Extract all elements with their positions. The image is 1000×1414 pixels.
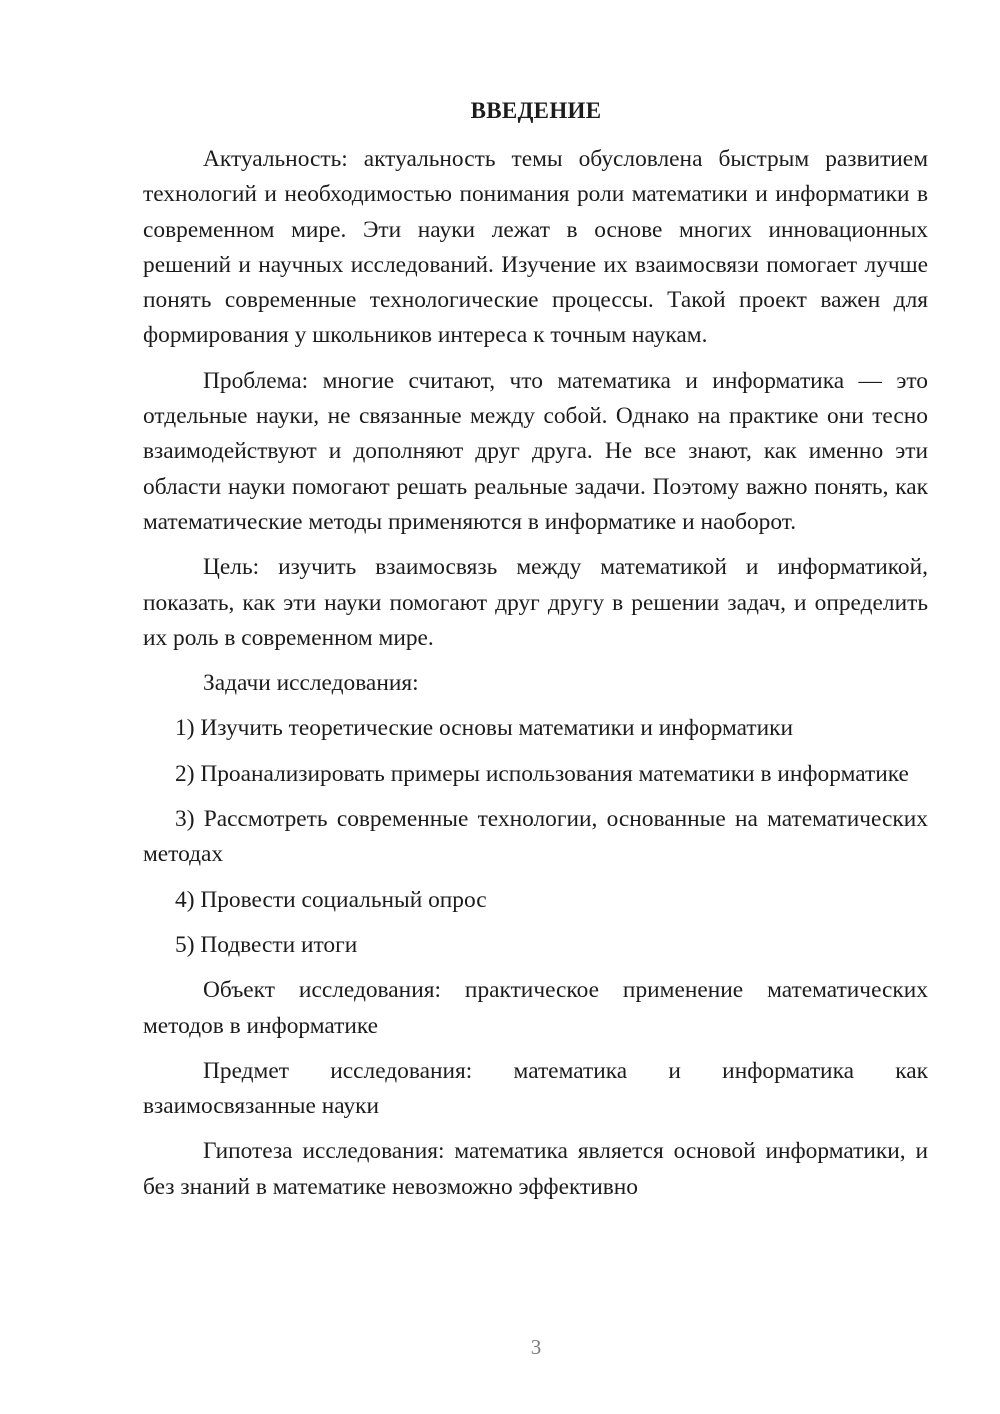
task-item-2: 2) Проанализировать примеры использования математики в информатике <box>175 760 909 787</box>
paragraph-object: Объект исследования: практическое применение математических методов в информатике <box>143 977 928 1039</box>
paragraph-goal: Цель: изучить взаимосвязь между математикой и информатикой, показать, как эти науки помогают друг другу в решении задач, и определить их роль в современном мире. <box>143 554 928 651</box>
paragraph-tasks-heading: Задачи исследования: <box>203 670 419 697</box>
section-heading: ВВЕДЕНИЕ <box>470 98 602 123</box>
paragraph-problem: Проблема: многие считают, что математика и информатика — это отдельные науки, не связанные между собой. Однако на практике они тесно взаимодействуют и дополняют друг друга. Не все знают, как именно эти области науки помогают решать реальные задачи. Поэтому важно понять, как математические методы применяются в информатике и наоборот. <box>143 367 928 535</box>
paragraph-subject: Предмет исследования: математика и информатика как взаимосвязанные науки <box>143 1057 928 1120</box>
task-item-4: 4) Провести социальный опрос <box>175 886 487 913</box>
task-item-1: 1) Изучить теоретические основы математики и информатики <box>175 715 794 742</box>
task-item-3: 3) Рассмотреть современные технологии, основанные на математических методах <box>143 806 928 868</box>
page-number: 3 <box>530 1335 542 1359</box>
paragraph-relevance: Актуальность: актуальность темы обусловлена быстрым развитием технологий и необходимостью понимания роли математики и информатики в современном мире. Эти науки лежат в основе многих инновационных решений и научных исследований. Изучение их взаимосвязи помогает лучше понять современные технологические процессы. Такой проект важен для формирования у школьников интереса к точным наукам. <box>143 146 928 349</box>
paragraph-hypothesis: Гипотеза исследования: математика является основой информатики, и без знаний в математике невозможно эффективно <box>143 1138 928 1200</box>
body-text <box>143 142 928 1215</box>
task-item-5: 5) Подвести итоги <box>175 931 358 958</box>
